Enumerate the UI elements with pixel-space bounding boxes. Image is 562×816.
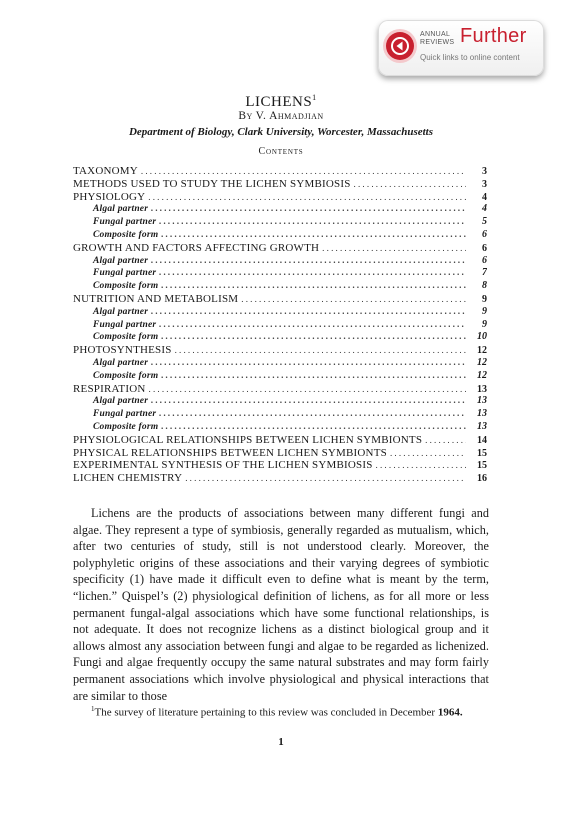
toc-leader-dots	[161, 331, 466, 341]
toc-entry-label: PHOTOSYNTHESIS	[73, 344, 172, 357]
toc-leader-dots	[151, 395, 466, 405]
toc-entry[interactable]	[73, 280, 487, 293]
toc-entry[interactable]	[73, 306, 487, 319]
toc-leader-dots	[151, 357, 466, 367]
toc-entry-label: RESPIRATION	[73, 382, 146, 395]
toc-entry-page: 6	[482, 254, 487, 266]
toc-leader-dots	[159, 319, 466, 329]
title-footnote-mark: 1	[312, 93, 317, 102]
toc-entry-page: 10	[477, 331, 487, 343]
toc-entry-page: 12	[477, 356, 487, 368]
toc-entry[interactable]	[73, 191, 487, 204]
article-title: LICHENS$^1$	[245, 93, 317, 110]
toc-entry[interactable]	[73, 178, 487, 191]
toc-entry-label: TAXONOMY	[73, 165, 138, 177]
toc-entry-label: LICHEN CHEMISTRY	[73, 472, 183, 485]
contents-heading: Contents	[258, 146, 304, 157]
footnote: $^1$The survey of literature pertaining to this review was concluded in December 1964.	[91, 705, 463, 719]
toc-entry[interactable]	[73, 370, 487, 383]
toc-entry[interactable]	[73, 216, 487, 229]
toc-entry-page: 15	[477, 447, 487, 459]
play-icon	[386, 32, 414, 60]
toc-entry-label: METHODS USED TO STUDY THE LICHEN SYMBIOSIS	[73, 177, 351, 190]
toc-entry-page: 13	[477, 420, 487, 432]
toc-entry[interactable]	[73, 447, 487, 460]
toc-entry-label: Algal partner	[93, 255, 149, 266]
toc-entry-label: PHYSICAL RELATIONSHIPS BETWEEN LICHEN SYMBIONTS	[73, 446, 387, 459]
toc-entry[interactable]	[73, 395, 487, 408]
toc-leader-dots	[185, 473, 466, 483]
toc-leader-dots	[425, 435, 466, 445]
toc-entry-page: 9	[482, 318, 487, 330]
toc-entry-label: Fungal partner	[93, 409, 157, 420]
toc-entry-page: 5	[482, 216, 487, 228]
toc-entry[interactable]	[73, 383, 487, 396]
toc-leader-dots	[241, 294, 466, 304]
toc-entry[interactable]	[73, 408, 487, 421]
toc-leader-dots	[161, 229, 466, 239]
toc-entry-page: 14	[477, 434, 487, 446]
toc-leader-dots	[159, 408, 466, 418]
toc-entry-page: 7	[482, 267, 487, 279]
page-number: 1	[278, 736, 284, 748]
toc-entry-page: 8	[482, 280, 487, 292]
toc-entry-page: 4	[482, 191, 487, 203]
toc-entry[interactable]	[73, 165, 487, 178]
author-line: By V. Ahmadjian	[238, 110, 324, 122]
toc-leader-dots	[161, 280, 466, 290]
toc-entry-page: 12	[477, 369, 487, 381]
toc-leader-dots	[151, 255, 466, 265]
toc-leader-dots	[390, 448, 466, 458]
toc-leader-dots	[148, 192, 466, 202]
toc-entry[interactable]	[73, 255, 487, 268]
toc-leader-dots	[159, 216, 466, 226]
toc-entry-label: Fungal partner	[93, 319, 157, 330]
toc-entry-label: Algal partner	[93, 306, 149, 317]
toc-leader-dots	[149, 384, 467, 394]
toc-entry[interactable]	[73, 459, 487, 472]
toc-entry-page: 13	[477, 408, 487, 420]
toc-entry-label: PHYSIOLOGY	[73, 190, 146, 203]
toc-entry[interactable]	[73, 242, 487, 255]
toc-entry[interactable]	[73, 357, 487, 370]
toc-entry-page: 9	[482, 293, 487, 305]
intro-paragraph: Lichens are the products of associations between many different fungi and algae. They represent a type of symbiosis, generally regarded as mutualism, which, after two centuries of study, still is not understood clearly. Moreover, the polyphyletic origins of these associations and their varying degrees of symbiotic specificity (1) have made it difficult even to define what is meant by the term, “lichen.” Quispel’s (2) physiological definition of lichens, as for all more or less permanent fungal-algal associations which have some functional relationships, is not adequate. It does not recognize lichens as a distinct biological group and it allows almost any association between fungi and algae to be regarded as lichenized. Fungi and algae frequently occupy the same natural substrates and may form fairly permanent associations which involve physiological and physical interactions that are similar to those	[73, 506, 489, 703]
toc-leader-dots	[161, 370, 466, 380]
toc-entry[interactable]	[73, 472, 487, 485]
toc-entry[interactable]	[73, 344, 487, 357]
toc-leader-dots	[141, 166, 466, 176]
toc-leader-dots	[159, 267, 466, 277]
toc-entry-page: 9	[482, 305, 487, 317]
toc-entry-label: Composite form	[93, 281, 159, 292]
toc-entry[interactable]	[73, 293, 487, 306]
toc-leader-dots	[376, 460, 466, 470]
toc-leader-dots	[151, 306, 466, 316]
toc-entry-page: 6	[482, 242, 487, 254]
toc-entry-label: Composite form	[93, 370, 159, 381]
toc-entry-page: 3	[482, 178, 487, 190]
toc-entry-label: Algal partner	[93, 357, 149, 368]
toc-entry[interactable]	[73, 331, 487, 344]
toc-leader-dots	[354, 179, 466, 189]
toc-entry-label: Fungal partner	[93, 268, 157, 279]
toc-entry-page: 3	[482, 166, 487, 177]
toc-entry[interactable]	[73, 421, 487, 434]
toc-entry-label: GROWTH AND FACTORS AFFECTING GROWTH	[73, 241, 320, 254]
further-tagline: Quick links to online content	[420, 53, 520, 62]
toc-leader-dots	[161, 421, 466, 431]
toc-leader-dots	[151, 203, 466, 213]
toc-entry-page: 12	[477, 345, 487, 357]
table-of-contents	[73, 165, 487, 485]
toc-entry-label: Composite form	[93, 332, 159, 343]
toc-entry-label: Composite form	[93, 229, 159, 240]
toc-entry-page: 16	[477, 473, 487, 485]
toc-entry-label: Fungal partner	[93, 217, 157, 228]
affiliation: Department of Biology, Clark University, Worcester, Massachusetts	[128, 126, 434, 138]
further-brand: Further	[460, 25, 527, 47]
author-name: V. Ahmadjian	[255, 110, 324, 122]
toc-entry-label: Composite form	[93, 421, 159, 432]
toc-entry[interactable]	[73, 434, 487, 447]
toc-entry-label: Algal partner	[93, 396, 149, 407]
toc-entry[interactable]	[73, 267, 487, 280]
toc-leader-dots	[175, 345, 466, 355]
toc-entry-label: NUTRITION AND METABOLISM	[73, 292, 239, 305]
toc-entry[interactable]	[73, 319, 487, 332]
toc-entry-page: 6	[482, 228, 487, 240]
toc-entry-label: EXPERIMENTAL SYNTHESIS OF THE LICHEN SYMBIOSIS	[73, 459, 373, 472]
toc-entry-page: 4	[482, 203, 487, 215]
toc-entry-page: 13	[477, 383, 487, 395]
annual-reviews-logo-text: ANNUAL REVIEWS	[420, 31, 455, 46]
toc-entry-page: 13	[477, 395, 487, 407]
toc-entry-label: Algal partner	[93, 204, 149, 215]
toc-leader-dots	[322, 243, 466, 253]
toc-entry-page: 15	[477, 460, 487, 472]
toc-entry[interactable]	[73, 229, 487, 242]
annual-reviews-further-badge[interactable]	[378, 20, 544, 76]
toc-entry-label: PHYSIOLOGICAL RELATIONSHIPS BETWEEN LICHEN SYMBIONTS	[73, 433, 423, 446]
toc-entry[interactable]	[73, 203, 487, 216]
